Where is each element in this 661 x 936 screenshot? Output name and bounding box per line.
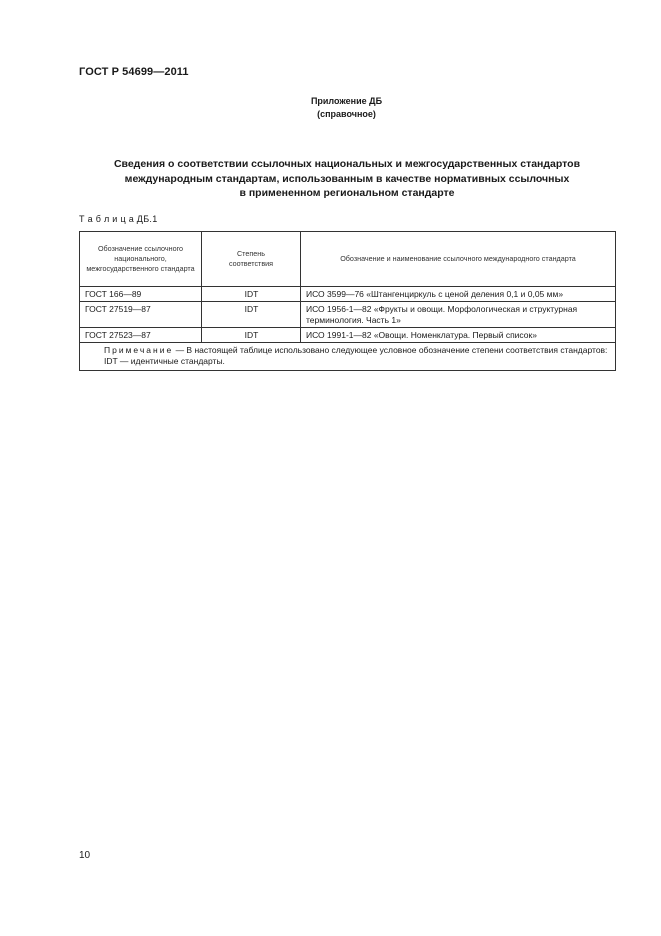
header-designation: [80, 232, 202, 287]
cell-designation: ГОСТ 166—89: [80, 287, 202, 302]
header-degree-text: Степень соответствия: [228, 249, 274, 268]
cell-degree: IDT: [202, 302, 301, 328]
cell-degree: IDT: [202, 328, 301, 343]
table-note: [80, 343, 616, 371]
note-text: [86, 345, 609, 356]
note-body: — В настоящей таблице использовано следующее условное обозначение степени соответствия стандартов:: [173, 345, 608, 355]
table-note-row: [80, 343, 616, 371]
correspondence-table-wrap: [79, 231, 615, 371]
section-title-line: Сведения о соответствии ссылочных национальных и межгосударственных стандартов: [113, 158, 581, 170]
table-row: [80, 287, 616, 302]
section-title-line: в примененном региональном стандарте: [239, 187, 455, 199]
table-caption: Т а б л и ц а ДБ.1: [79, 214, 158, 224]
page-number: 10: [79, 850, 91, 861]
table-row: [80, 328, 616, 343]
table-row: [80, 302, 616, 328]
cell-degree: IDT: [202, 287, 301, 302]
appendix-subtitle: (справочное): [317, 109, 376, 119]
appendix-title: Приложение ДБ: [310, 96, 383, 106]
cell-intl: ИСО 1956-1—82 «Фрукты и овощи. Морфологическая и структурная терминология. Часть 1»: [301, 302, 616, 328]
appendix-heading: [0, 95, 661, 121]
header-designation-text: Обозначение ссылочного национального, межгосударственного стандарта: [86, 244, 195, 273]
standard-code: ГОСТ Р 54699—2011: [79, 66, 189, 78]
cell-designation: ГОСТ 27523—87: [80, 328, 202, 343]
note-label: Примечание: [104, 345, 174, 355]
section-title: [79, 157, 615, 201]
header-intl: [301, 232, 616, 287]
note-idt-line: IDT — идентичные стандарты.: [104, 356, 225, 366]
cell-intl: ИСО 1991-1—82 «Овощи. Номенклатура. Первый список»: [301, 328, 616, 343]
cell-designation: ГОСТ 27519—87: [80, 302, 202, 328]
table-header-row: [80, 232, 616, 287]
cell-intl: ИСО 3599—76 «Штангенциркуль с ценой деления 0,1 и 0,05 мм»: [301, 287, 616, 302]
section-title-line: международным стандартам, использованным в качестве нормативных ссылочных: [124, 172, 570, 185]
header-intl-text: Обозначение и наименование ссылочного международного стандарта: [340, 254, 576, 263]
correspondence-table: [79, 231, 616, 371]
header-degree: [202, 232, 301, 287]
